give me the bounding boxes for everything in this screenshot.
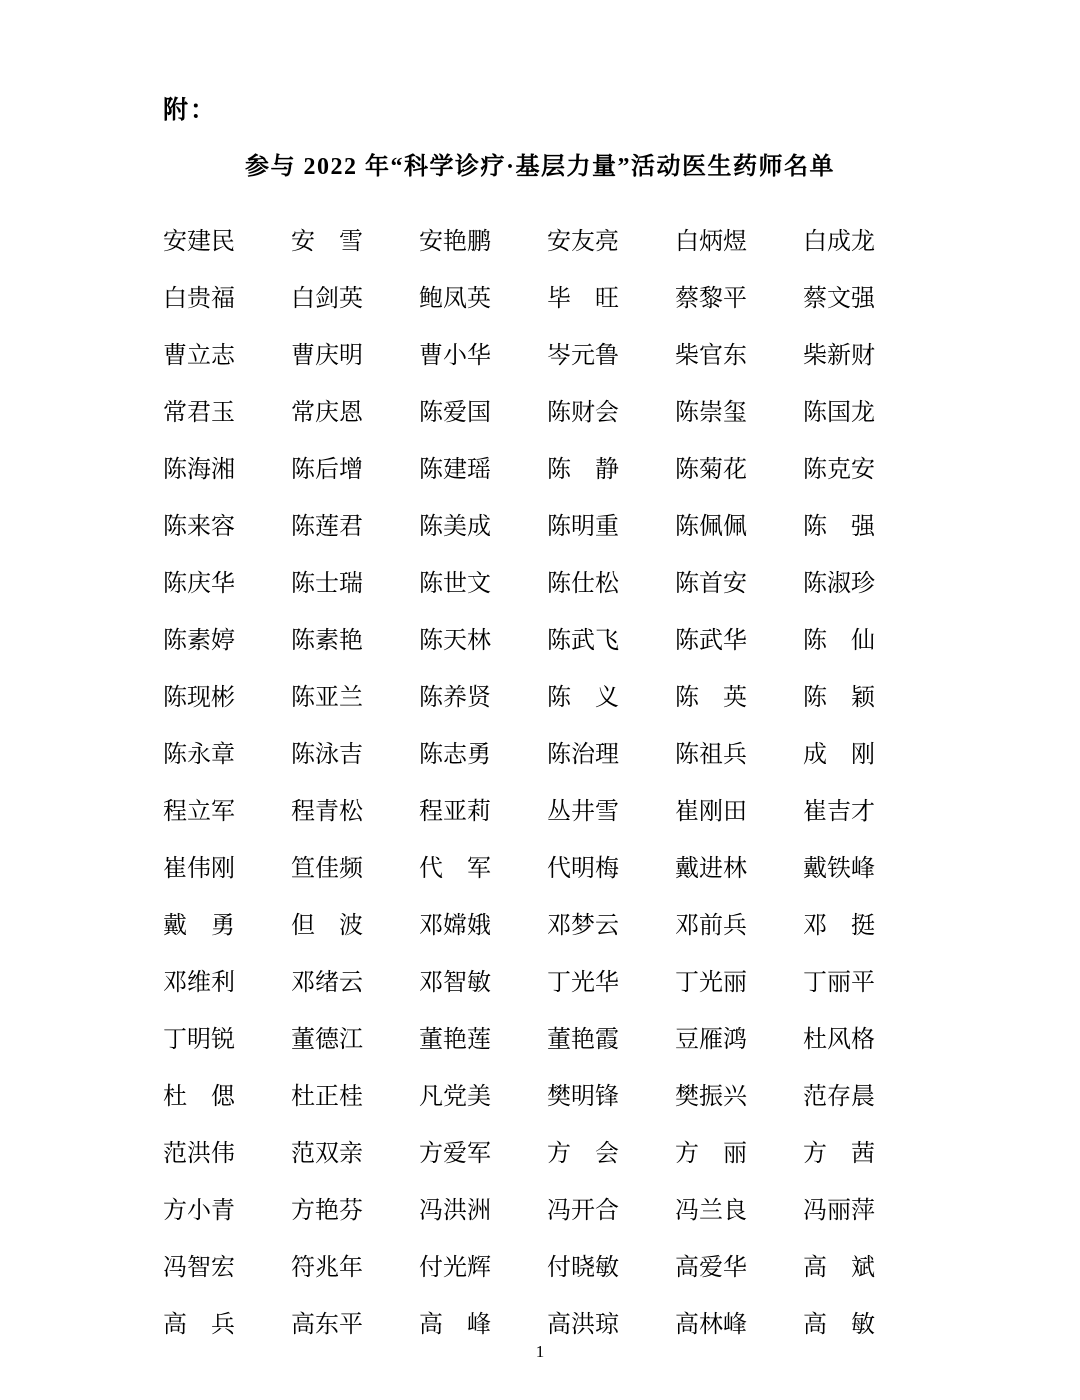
person-name: 董艳霞 xyxy=(547,1027,619,1053)
person-name: 陈仕松 xyxy=(547,571,619,597)
name-row xyxy=(163,210,875,267)
name-row xyxy=(163,1122,875,1179)
name-row xyxy=(163,495,875,552)
person-name: 董德江 xyxy=(291,1027,363,1053)
name-row xyxy=(163,780,875,837)
person-name: 邓前兵 xyxy=(675,913,747,939)
name-row xyxy=(163,1008,875,1065)
attachment-label: 附： xyxy=(163,97,218,124)
person-name: 常庆恩 xyxy=(291,400,363,426)
person-name: 樊振兴 xyxy=(675,1084,747,1110)
person-name: 陈志勇 xyxy=(419,742,491,768)
person-name: 陈亚兰 xyxy=(291,685,363,711)
person-name: 白成龙 xyxy=(803,229,875,255)
name-row xyxy=(163,894,875,951)
person-name: 丁光丽 xyxy=(675,970,747,996)
name-row xyxy=(163,1236,875,1293)
person-name: 白剑英 xyxy=(291,286,363,312)
person-name: 付晓敏 xyxy=(547,1255,619,1281)
person-name: 陈 英 xyxy=(675,685,747,711)
name-row xyxy=(163,1179,875,1236)
name-row xyxy=(163,837,875,894)
person-name: 高东平 xyxy=(291,1312,363,1338)
person-name: 成 刚 xyxy=(803,742,875,768)
person-name: 陈崇玺 xyxy=(675,400,747,426)
person-name: 笪佳频 xyxy=(291,856,363,882)
person-name: 杜风格 xyxy=(803,1027,875,1053)
person-name: 高 峰 xyxy=(419,1312,491,1338)
name-row xyxy=(163,324,875,381)
person-name: 安艳鹏 xyxy=(419,229,491,255)
person-name: 高 敏 xyxy=(803,1312,875,1338)
person-name: 冯智宏 xyxy=(163,1255,235,1281)
person-name: 戴铁峰 xyxy=(803,856,875,882)
person-name: 冯丽萍 xyxy=(803,1198,875,1224)
person-name: 陈国龙 xyxy=(803,400,875,426)
person-name: 陈天林 xyxy=(419,628,491,654)
name-row xyxy=(163,951,875,1008)
person-name: 白贵福 xyxy=(163,286,235,312)
person-name: 丁丽平 xyxy=(803,970,875,996)
person-name: 陈佩佩 xyxy=(675,514,747,540)
person-name: 陈 强 xyxy=(803,514,875,540)
person-name: 高林峰 xyxy=(675,1312,747,1338)
person-name: 戴进林 xyxy=(675,856,747,882)
person-name: 冯洪洲 xyxy=(419,1198,491,1224)
person-name: 陈来容 xyxy=(163,514,235,540)
person-name: 符兆年 xyxy=(291,1255,363,1281)
person-name: 方爱军 xyxy=(419,1141,491,1167)
person-name: 邓绪云 xyxy=(291,970,363,996)
person-name: 陈庆华 xyxy=(163,571,235,597)
person-name: 崔吉才 xyxy=(803,799,875,825)
name-row xyxy=(163,723,875,780)
person-name: 范洪伟 xyxy=(163,1141,235,1167)
person-name: 陈 仙 xyxy=(803,628,875,654)
person-name: 陈莲君 xyxy=(291,514,363,540)
name-row xyxy=(163,666,875,723)
person-name: 方 丽 xyxy=(675,1141,747,1167)
page-title: 参与 2022 年“科学诊疗·基层力量”活动医生药师名单 xyxy=(244,154,835,180)
person-name: 丛井雪 xyxy=(547,799,619,825)
person-name: 曹小华 xyxy=(419,343,491,369)
person-name: 岑元鲁 xyxy=(547,343,619,369)
person-name: 代 军 xyxy=(419,856,491,882)
person-name: 程亚莉 xyxy=(419,799,491,825)
person-name: 戴 勇 xyxy=(163,913,235,939)
person-name: 鲍凤英 xyxy=(419,286,491,312)
name-row xyxy=(163,609,875,666)
person-name: 樊明锋 xyxy=(547,1084,619,1110)
person-name: 陈后增 xyxy=(291,457,363,483)
person-name: 曹立志 xyxy=(163,343,235,369)
person-name: 方艳芬 xyxy=(291,1198,363,1224)
person-name: 陈永章 xyxy=(163,742,235,768)
person-name: 陈 颖 xyxy=(803,685,875,711)
person-name: 陈祖兵 xyxy=(675,742,747,768)
person-name: 代明梅 xyxy=(547,856,619,882)
person-name: 高 兵 xyxy=(163,1312,235,1338)
person-name: 陈武华 xyxy=(675,628,747,654)
person-name: 陈治理 xyxy=(547,742,619,768)
person-name: 陈泳吉 xyxy=(291,742,363,768)
person-name: 安友亮 xyxy=(547,229,619,255)
person-name: 陈菊花 xyxy=(675,457,747,483)
person-name: 付光辉 xyxy=(419,1255,491,1281)
person-name: 柴官东 xyxy=(675,343,747,369)
name-row xyxy=(163,438,875,495)
person-name: 蔡黎平 xyxy=(675,286,747,312)
person-name: 陈 义 xyxy=(547,685,619,711)
person-name: 凡党美 xyxy=(419,1084,491,1110)
person-name: 范双亲 xyxy=(291,1141,363,1167)
person-name: 蔡文强 xyxy=(803,286,875,312)
name-row xyxy=(163,1065,875,1122)
person-name: 丁光华 xyxy=(547,970,619,996)
person-name: 陈武飞 xyxy=(547,628,619,654)
person-name: 邓嫦娥 xyxy=(419,913,491,939)
person-name: 常君玉 xyxy=(163,400,235,426)
name-row xyxy=(163,552,875,609)
person-name: 陈现彬 xyxy=(163,685,235,711)
person-name: 豆雁鸿 xyxy=(675,1027,747,1053)
person-name: 邓智敏 xyxy=(419,970,491,996)
person-name: 陈养贤 xyxy=(419,685,491,711)
person-name: 高 斌 xyxy=(803,1255,875,1281)
person-name: 陈爱国 xyxy=(419,400,491,426)
person-name: 陈士瑞 xyxy=(291,571,363,597)
person-name: 邓维利 xyxy=(163,970,235,996)
person-name: 陈首安 xyxy=(675,571,747,597)
person-name: 毕 旺 xyxy=(547,286,619,312)
person-name: 高洪琼 xyxy=(547,1312,619,1338)
person-name: 陈海湘 xyxy=(163,457,235,483)
person-name: 崔伟刚 xyxy=(163,856,235,882)
person-name: 陈明重 xyxy=(547,514,619,540)
person-name: 邓梦云 xyxy=(547,913,619,939)
person-name: 方 会 xyxy=(547,1141,619,1167)
person-name: 程青松 xyxy=(291,799,363,825)
person-name: 柴新财 xyxy=(803,343,875,369)
person-name: 程立军 xyxy=(163,799,235,825)
person-name: 陈克安 xyxy=(803,457,875,483)
name-grid xyxy=(163,210,875,1350)
person-name: 陈素婷 xyxy=(163,628,235,654)
person-name: 董艳莲 xyxy=(419,1027,491,1053)
page-number: 1 xyxy=(535,1342,545,1361)
person-name: 丁明锐 xyxy=(163,1027,235,1053)
person-name: 白炳煜 xyxy=(675,229,747,255)
person-name: 安 雪 xyxy=(291,229,363,255)
person-name: 冯兰良 xyxy=(675,1198,747,1224)
person-name: 陈财会 xyxy=(547,400,619,426)
person-name: 方 茜 xyxy=(803,1141,875,1167)
person-name: 高爱华 xyxy=(675,1255,747,1281)
person-name: 但 波 xyxy=(291,913,363,939)
person-name: 曹庆明 xyxy=(291,343,363,369)
person-name: 陈建瑶 xyxy=(419,457,491,483)
person-name: 陈美成 xyxy=(419,514,491,540)
person-name: 冯开合 xyxy=(547,1198,619,1224)
person-name: 陈素艳 xyxy=(291,628,363,654)
person-name: 陈淑珍 xyxy=(803,571,875,597)
name-row xyxy=(163,381,875,438)
person-name: 范存晨 xyxy=(803,1084,875,1110)
name-row xyxy=(163,267,875,324)
person-name: 陈 静 xyxy=(547,457,619,483)
person-name: 安建民 xyxy=(163,229,235,255)
person-name: 陈世文 xyxy=(419,571,491,597)
person-name: 杜正桂 xyxy=(291,1084,363,1110)
person-name: 方小青 xyxy=(163,1198,235,1224)
person-name: 杜 偲 xyxy=(163,1084,235,1110)
person-name: 邓 挺 xyxy=(803,913,875,939)
person-name: 崔刚田 xyxy=(675,799,747,825)
